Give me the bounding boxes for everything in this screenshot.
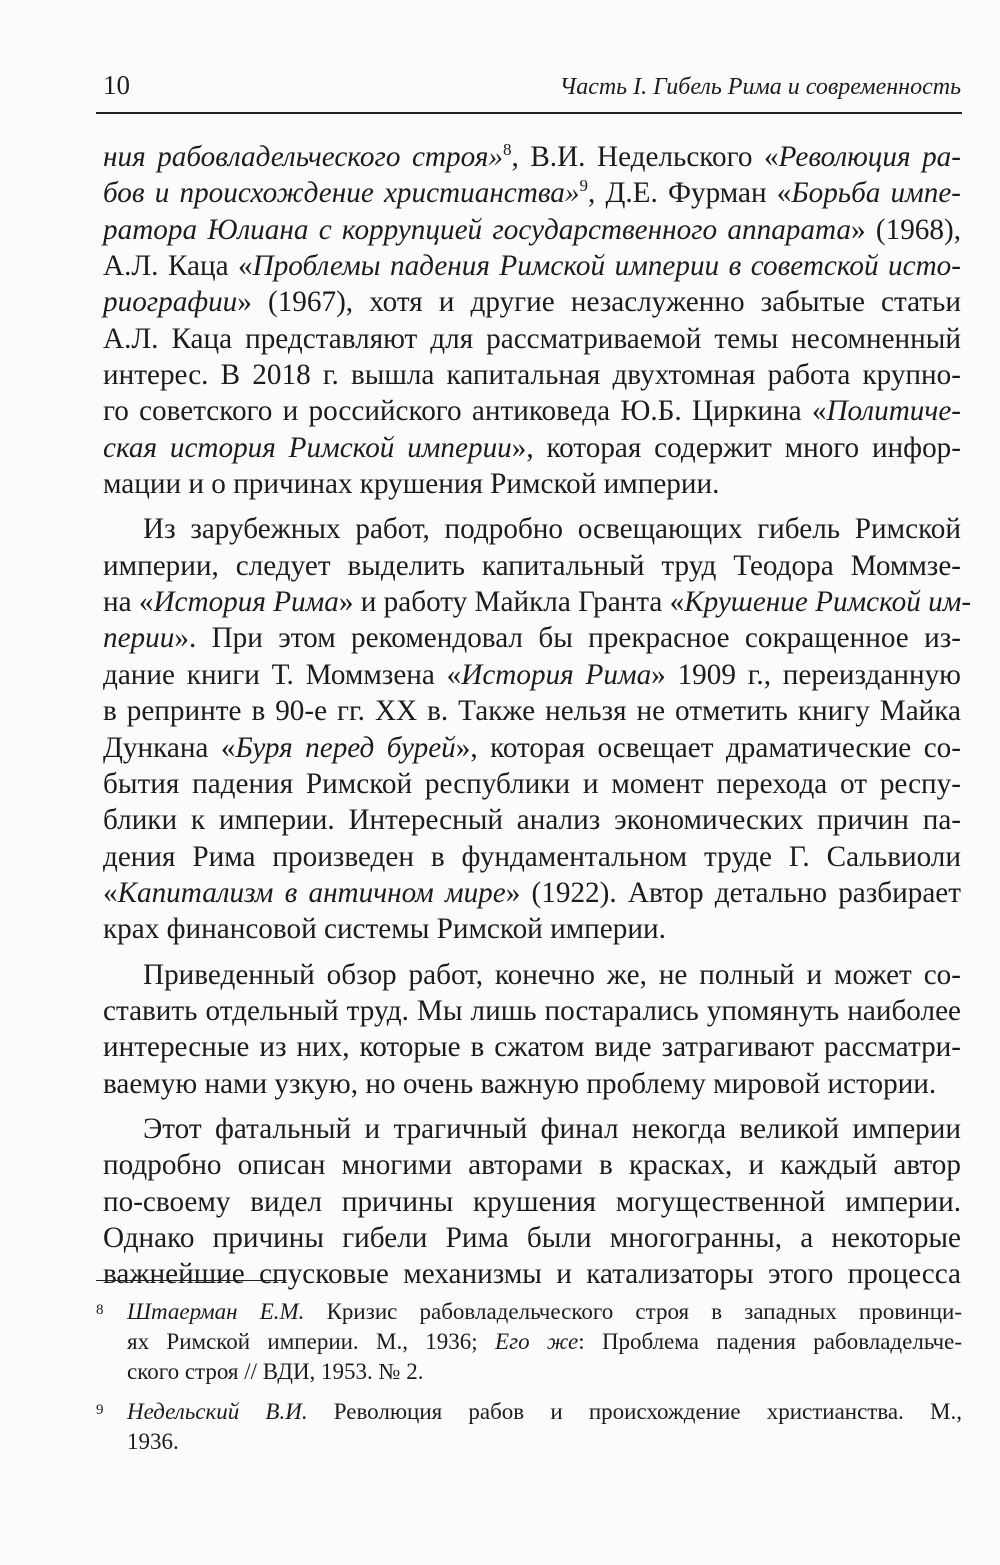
text-line (103, 284, 961, 320)
text-line: дения Рима произведен в фундаментальном труде Г. Сальвиоли (103, 840, 961, 873)
text-line: подробно описан многими авторами в красках, и каждый автор (103, 1149, 961, 1182)
text-run: го советского и российского антиковеда Ю.Б. Циркина « (103, 395, 827, 428)
text-line (127, 1327, 962, 1357)
footnote-separator (96, 1280, 286, 1281)
italic-title: ратора Юлиана с коррупцией государственного аппарата (103, 213, 852, 246)
text-line: крах финансовой системы Римской империи. (103, 913, 666, 946)
text-line: Приведенный обзор работ, конечно же, не полный и может со- (143, 958, 961, 991)
text-line: ставить отдельный труд. Мы лишь постарались упомянуть наиболее (103, 994, 961, 1027)
footnote-ref-8[interactable]: 8 (502, 140, 512, 159)
text-run: дание книги Т. Моммзена « (103, 658, 462, 691)
text-line (103, 139, 961, 175)
text-line: бытия падения Римской республики и момент перехода от респу- (103, 767, 961, 800)
text-line: империи, следует выделить капитальный труд Теодора Моммзе- (103, 549, 961, 582)
italic-title: Крушение Римской им- (684, 586, 972, 619)
author-name: Штаерман Е.М. (127, 1299, 305, 1324)
footnote-marker: 8 (96, 1302, 104, 1318)
text-run: » (1968), (851, 213, 961, 246)
page-header (103, 66, 961, 110)
footnote-9 (96, 1397, 962, 1457)
footnotes (96, 1297, 962, 1467)
text-line: А.Л. Каца представляют для рассматриваемой темы несомненный (103, 322, 961, 355)
text-line (127, 1397, 962, 1427)
italic-title: Политиче- (826, 395, 961, 428)
text-run: », которая содержит много инфор- (511, 431, 961, 464)
text-run: ». При этом рекомендовал бы прекрасное сокращенное из- (174, 622, 961, 655)
text-run: : Проблема падения рабовладельче- (578, 1329, 962, 1354)
text-line: интересные из них, которые в сжатом виде затрагивают рассматри- (103, 1031, 961, 1064)
text-line: 1936. (127, 1429, 179, 1454)
text-line: ваемую нами узкую, но очень важную проблему мировой истории. (103, 1067, 937, 1100)
italic-title: Революция ра- (778, 141, 961, 173)
text-run: А.Л. Каца « (103, 250, 253, 283)
italic-title: Борьба импе- (791, 177, 962, 210)
main-text (103, 139, 972, 1293)
text-run: » (1922). Автор детально разбирает (505, 876, 962, 909)
text-line: важнейшие спусковые механизмы и катализаторы этого процесса (103, 1258, 961, 1291)
footnote-marker: 9 (96, 1402, 104, 1418)
italic-title: Проблемы падения Римской империи в советской исто- (252, 250, 961, 283)
italic-text: Его же (495, 1329, 579, 1354)
text-line (103, 430, 961, 466)
text-line: Однако причины гибели Рима были многогранны, а некоторые (103, 1221, 961, 1254)
paragraph-3 (103, 957, 961, 1102)
text-line (103, 875, 961, 911)
text-line (103, 248, 961, 284)
paragraph-4 (103, 1111, 961, 1293)
text-line (103, 175, 961, 211)
text-line: блики к империи. Интересный анализ экономических причин па- (103, 804, 961, 837)
text-line (103, 393, 961, 429)
italic-title: риографии (103, 286, 238, 319)
header-rule (96, 112, 962, 114)
page-number: 10 (103, 70, 130, 100)
running-title: Часть I. Гибель Рима и современность (559, 74, 961, 100)
text-line (103, 657, 961, 693)
text-line (127, 1297, 962, 1327)
footnote-8 (96, 1297, 962, 1387)
text-run: « (103, 876, 118, 909)
italic-title: перии (103, 622, 175, 655)
text-run: Революция рабов и происхождение христианства. М., (307, 1399, 962, 1424)
italic-title: бов и происхождение христианства» (103, 177, 580, 210)
text-run: » (1967), хотя и другие незаслуженно забытые статьи (237, 286, 961, 319)
text-line (103, 212, 961, 248)
italic-title: ская история Римской империи (103, 431, 512, 464)
italic-title: История Рима (461, 658, 652, 691)
text-run: на « (103, 586, 154, 619)
text-run: Кризис рабовладельческого строя в западных провинци- (304, 1299, 962, 1324)
text-run: Дункана « (103, 731, 236, 764)
footnote-ref-9[interactable]: 9 (579, 176, 588, 196)
italic-title: История Рима (153, 586, 339, 619)
text-line (103, 584, 972, 620)
text-line: в репринте в 90-е гг. XX в. Также нельзя не отметить книгу Майка (103, 695, 961, 728)
author-name: Недельский В.И. (127, 1399, 308, 1424)
text-line: Этот фатальный и трагичный финал некогда великой империи (143, 1112, 961, 1145)
paragraph-2 (103, 511, 972, 947)
text-line: Из зарубежных работ, подробно освещающих гибель Римской (143, 513, 961, 546)
italic-title: Капитализм в античном мире (117, 876, 506, 909)
text-line (103, 730, 961, 766)
text-run: , Д.Е. Фурман « (588, 177, 792, 210)
text-line: ского строя // ВДИ, 1953. № 2. (127, 1359, 424, 1384)
text-line: интерес. В 2018 г. вышла капитальная двухтомная работа крупно- (103, 359, 961, 392)
text-run: » и работу Майкла Гранта « (338, 586, 685, 619)
text-run: , В.И. Недельского « (511, 141, 779, 173)
italic-title: Буря перед бурей (235, 731, 456, 764)
text-line (103, 620, 961, 656)
text-run: » 1909 г., переизданную (651, 658, 961, 691)
paragraph-1 (103, 139, 961, 502)
text-run: », которая освещает драматические со- (455, 731, 961, 764)
text-line: мации и о причинах крушения Римской империи. (103, 468, 720, 501)
text-line: по-своему видел причины крушения могущественной империи. (103, 1185, 961, 1218)
italic-title: ния рабовладельческого строя» (103, 141, 503, 173)
text-run: ях Римской империи. М., 1936; (127, 1329, 496, 1354)
